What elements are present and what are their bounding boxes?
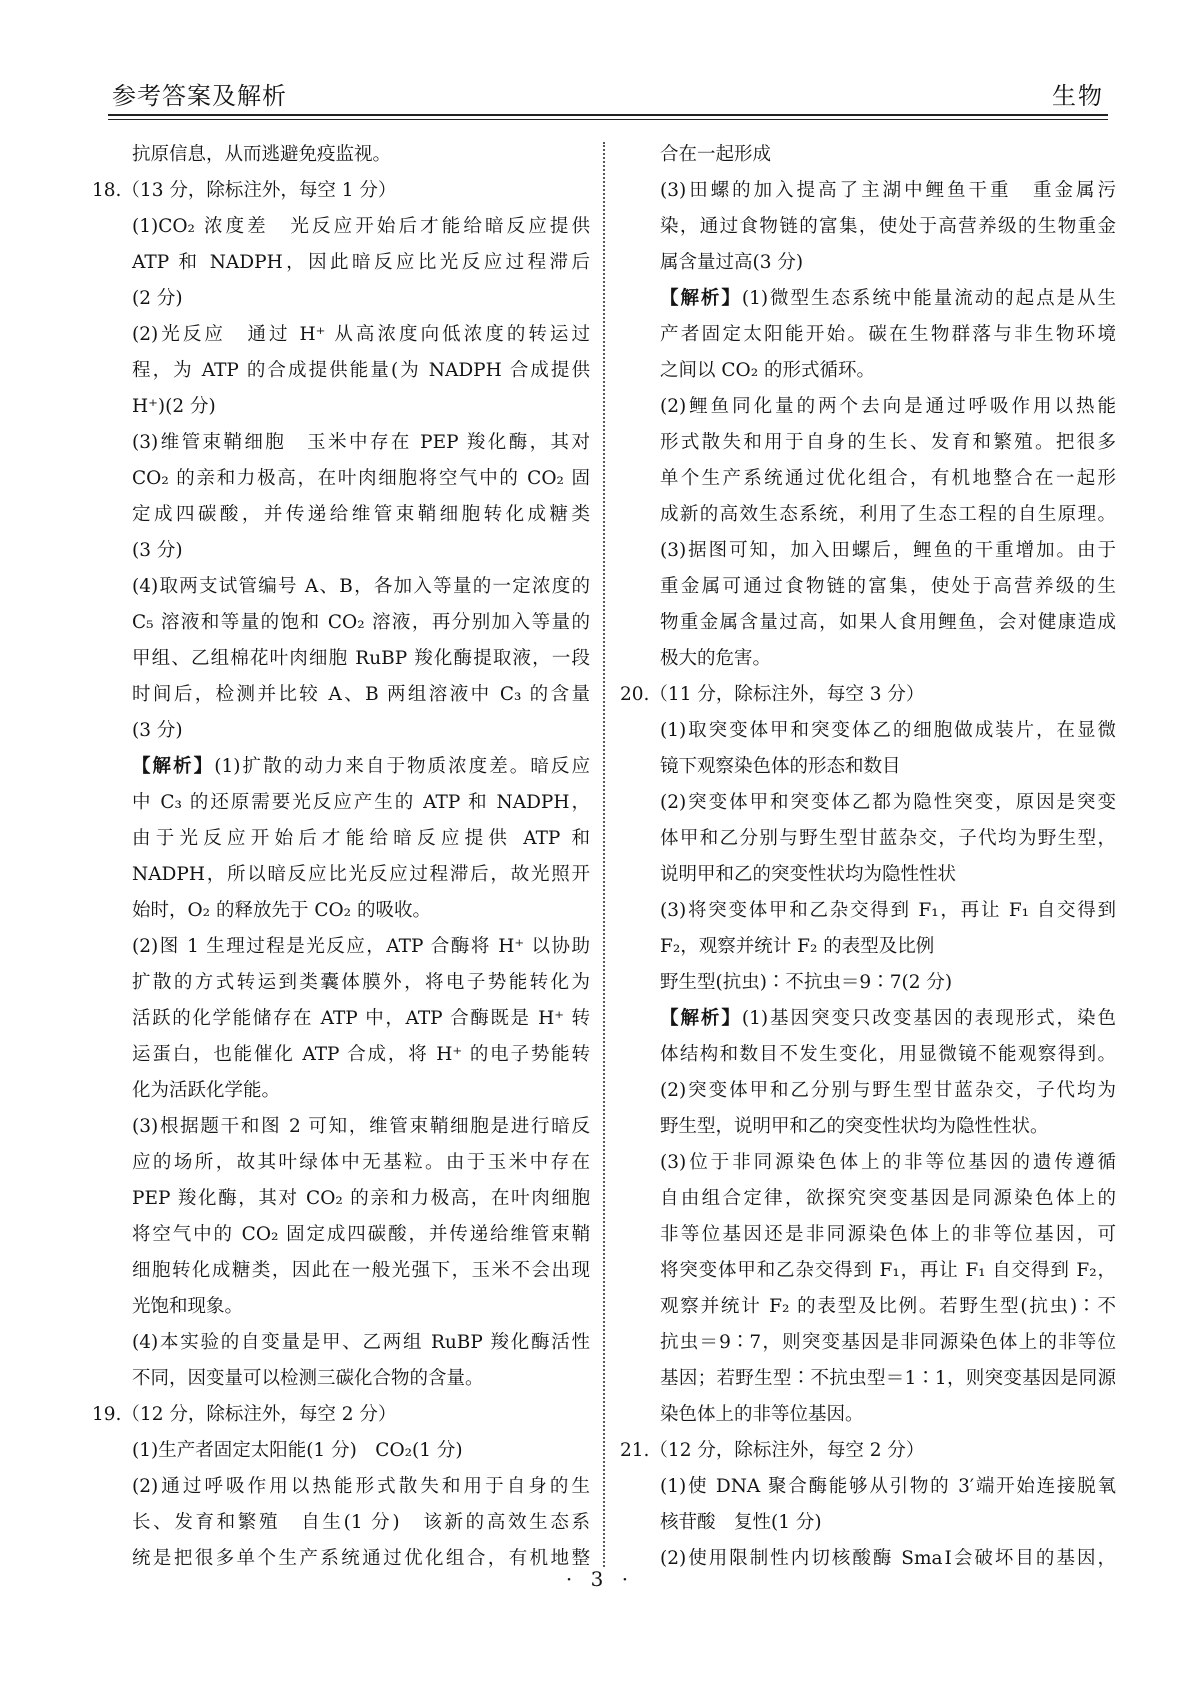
line-text: (2)光反应 通过 H⁺ 从高浓度向低浓度的转运过	[132, 324, 590, 345]
line-text: 光饱和现象。	[132, 1296, 244, 1317]
text-line	[92, 893, 590, 929]
text-line	[620, 821, 1116, 857]
line-text: C₅ 溶液和等量的饱和 CO₂ 溶液，再分别加入等量的	[132, 612, 590, 633]
line-text: 核苷酸 复性(1 分)	[660, 1512, 822, 1533]
line-text: CO₂ 的亲和力极高，在叶肉细胞将空气中的 CO₂ 固	[132, 468, 590, 489]
text-line	[620, 281, 1116, 317]
line-text: F₂，观察并统计 F₂ 的表型及比例	[660, 936, 935, 957]
line-text: (3)维管束鞘细胞 玉米中存在 PEP 羧化酶，其对	[132, 432, 590, 453]
line-text: (2 分)	[132, 288, 183, 309]
header-section-title: 参考答案及解析	[112, 82, 287, 110]
text-line	[92, 173, 590, 209]
line-text: 时间后，检测并比较 A、B 两组溶液中 C₃ 的含量	[132, 684, 590, 705]
text-line	[620, 1361, 1116, 1397]
line-text: 重金属可通过食物链的富集，使处于高营养级的生	[660, 576, 1116, 597]
line-text: PEP 羧化酶，其对 CO₂ 的亲和力极高，在叶肉细胞	[132, 1188, 590, 1209]
line-text: 成新的高效生态系统，利用了生态工程的自生原理。	[660, 504, 1116, 525]
line-text: NADPH，所以暗反应比光反应过程滞后，故光照开	[132, 864, 590, 885]
line-text: 体结构和数目不发生变化，用显微镜不能观察得到。	[660, 1044, 1116, 1065]
line-text: (1)取突变体甲和突变体乙的细胞做成装片，在显微	[660, 720, 1116, 741]
line-text: 化为活跃化学能。	[132, 1080, 281, 1101]
line-text: 应的场所，故其叶绿体中无基粒。由于玉米中存在	[132, 1152, 590, 1173]
line-text: 属含量过高(3 分)	[660, 252, 804, 273]
text-line	[620, 929, 1116, 965]
text-line	[620, 1397, 1116, 1433]
left-column	[92, 137, 590, 1577]
text-line	[620, 497, 1116, 533]
text-line	[620, 1109, 1116, 1145]
text-line	[92, 317, 590, 353]
text-line	[620, 1433, 1116, 1469]
line-text: 野生型(抗虫)∶不抗虫＝9∶7(2 分)	[660, 972, 953, 993]
text-line	[620, 461, 1116, 497]
text-line	[620, 677, 1116, 713]
line-text: 野生型，说明甲和乙的突变性状均为隐性性状。	[660, 1116, 1049, 1137]
text-line	[620, 713, 1116, 749]
line-text: (3)将突变体甲和乙杂交得到 F₁，再让 F₁ 自交得到	[660, 900, 1116, 921]
line-text: ATP 和 NADPH，因此暗反应比光反应过程滞后	[132, 252, 590, 273]
text-line	[92, 461, 590, 497]
line-text: 将突变体甲和乙杂交得到 F₁，再让 F₁ 自交得到 F₂，	[660, 1260, 1116, 1281]
text-line	[92, 281, 590, 317]
text-line	[620, 1001, 1116, 1037]
text-line	[620, 173, 1116, 209]
text-line	[620, 1325, 1116, 1361]
line-text: 不同，因变量可以检测三碳化合物的含量。	[132, 1368, 484, 1389]
line-text: (4)取两支试管编号 A、B，各加入等量的一定浓度的	[132, 576, 590, 597]
text-line	[92, 1469, 590, 1505]
text-line	[620, 893, 1116, 929]
text-line	[92, 389, 590, 425]
text-line	[620, 749, 1116, 785]
line-text: (1)微型生态系统中能量流动的起点是从生	[741, 288, 1116, 309]
text-line	[620, 641, 1116, 677]
line-text: 形式散失和用于自身的生长、发育和繁殖。把很多	[660, 432, 1116, 453]
page-number: · 3 ·	[565, 1567, 635, 1591]
text-line	[92, 353, 590, 389]
line-text: 活跃的化学能储存在 ATP 中，ATP 合酶既是 H⁺ 转	[132, 1008, 590, 1029]
text-line	[92, 1325, 590, 1361]
right-column	[620, 137, 1116, 1577]
line-text: (2)使用限制性内切核酸酶 SmaⅠ会破坏目的基因，	[660, 1548, 1116, 1569]
text-line	[620, 1145, 1116, 1181]
text-line	[92, 209, 590, 245]
text-line	[92, 1001, 590, 1037]
text-line	[92, 605, 590, 641]
line-text: 由于光反应开始后才能给暗反应提供 ATP 和	[132, 828, 590, 849]
text-line	[92, 713, 590, 749]
text-line	[620, 1505, 1116, 1541]
line-text: 自由组合定律，欲探究突变基因是同源染色体上的	[660, 1188, 1116, 1209]
text-line	[620, 1217, 1116, 1253]
text-line	[620, 1469, 1116, 1505]
text-line	[92, 1073, 590, 1109]
line-text: (2)通过呼吸作用以热能形式散失和用于自身的生	[132, 1476, 590, 1497]
analysis-tag: 【解析】	[132, 756, 215, 777]
text-line	[92, 533, 590, 569]
text-line	[92, 677, 590, 713]
header-subject: 生物	[1052, 82, 1104, 110]
line-text: (3)位于非同源染色体上的非等位基因的遗传遵循	[660, 1152, 1116, 1173]
line-text: 基因；若野生型∶不抗虫型＝1∶1，则突变基因是同源	[660, 1368, 1116, 1389]
line-text: 甲组、乙组棉花叶肉细胞 RuBP 羧化酶提取液，一段	[132, 648, 590, 669]
line-text: 扩散的方式转运到类囊体膜外，将电子势能转化为	[132, 972, 590, 993]
line-text: 说明甲和乙的突变性状均为隐性性状	[660, 864, 957, 885]
line-text: (1)基因突变只改变基因的表现形式，染色	[741, 1008, 1116, 1029]
line-text: (2)图 1 生理过程是光反应，ATP 合酶将 H⁺ 以协助	[132, 936, 590, 957]
text-line	[620, 569, 1116, 605]
line-text: (1)使 DNA 聚合酶能够从引物的 3′端开始连接脱氧	[660, 1476, 1116, 1497]
text-line	[92, 425, 590, 461]
text-line	[92, 1181, 590, 1217]
line-text: 18.（13 分，除标注外，每空 1 分）	[92, 180, 397, 201]
text-line	[620, 1037, 1116, 1073]
text-line	[92, 929, 590, 965]
line-text: (3 分)	[132, 540, 183, 561]
line-text: 抗原信息，从而逃避免疫监视。	[132, 144, 392, 165]
line-text: (3)田螺的加入提高了主湖中鲤鱼干重 重金属污	[660, 180, 1116, 201]
text-line	[620, 1181, 1116, 1217]
line-text: 合在一起形成	[660, 144, 772, 165]
line-text: 中 C₃ 的还原需要光反应产生的 ATP 和 NADPH，	[132, 792, 590, 813]
line-text: 极大的危害。	[660, 648, 772, 669]
column-divider	[603, 142, 605, 1567]
line-text: 21.（12 分，除标注外，每空 2 分）	[620, 1440, 925, 1461]
line-text: 单个生产系统通过优化组合，有机地整合在一起形	[660, 468, 1116, 489]
text-line	[92, 1253, 590, 1289]
text-line	[92, 1217, 590, 1253]
analysis-tag: 【解析】	[660, 1008, 742, 1029]
line-text: 将空气中的 CO₂ 固定成四碳酸，并传递给维管束鞘	[132, 1224, 590, 1245]
text-line	[92, 749, 590, 785]
text-line	[92, 965, 590, 1001]
line-text: 始时，O₂ 的释放先于 CO₂ 的吸收。	[132, 900, 431, 921]
text-line	[620, 389, 1116, 425]
line-text: 体甲和乙分别与野生型甘蓝杂交，子代均为野生型，	[660, 828, 1116, 849]
line-text: 20.（11 分，除标注外，每空 3 分）	[620, 684, 925, 705]
text-line	[620, 425, 1116, 461]
line-text: 镜下观察染色体的形态和数目	[660, 756, 901, 777]
line-text: 染，通过食物链的富集，使处于高营养级的生物重金	[660, 216, 1116, 237]
line-text: 运蛋白，也能催化 ATP 合成，将 H⁺ 的电子势能转	[132, 1044, 590, 1065]
line-text: 产者固定太阳能开始。碳在生物群落与非生物环境	[660, 324, 1116, 345]
text-line	[620, 209, 1116, 245]
line-text: H⁺)(2 分)	[132, 396, 216, 417]
text-line	[620, 533, 1116, 569]
text-line	[92, 137, 590, 173]
text-line	[620, 137, 1116, 173]
line-text: 细胞转化成糖类，因此在一般光强下，玉米不会出现	[132, 1260, 590, 1281]
line-text: 抗虫＝9∶7，则突变基因是非同源染色体上的非等位	[660, 1332, 1116, 1353]
text-line	[620, 1073, 1116, 1109]
analysis-tag: 【解析】	[660, 288, 742, 309]
text-line	[92, 1361, 590, 1397]
text-line	[92, 245, 590, 281]
text-line	[620, 317, 1116, 353]
text-line	[620, 857, 1116, 893]
header-rule-thin	[108, 119, 1108, 120]
text-line	[92, 1433, 590, 1469]
text-line	[92, 1037, 590, 1073]
line-text: 染色体上的非等位基因。	[660, 1404, 864, 1425]
line-text: (2)突变体甲和突变体乙都为隐性突变，原因是突变	[660, 792, 1116, 813]
line-text: 物重金属含量过高，如果人食用鲤鱼，会对健康造成	[660, 612, 1116, 633]
text-line	[92, 641, 590, 677]
line-text: (3)根据题干和图 2 可知，维管束鞘细胞是进行暗反	[132, 1116, 590, 1137]
line-text: (1)扩散的动力来自于物质浓度差。暗反应	[214, 756, 590, 777]
text-line	[620, 965, 1116, 1001]
text-line	[620, 1253, 1116, 1289]
text-line	[620, 1289, 1116, 1325]
line-text: 长、发育和繁殖 自生(1 分) 该新的高效生态系	[132, 1512, 590, 1533]
text-line	[92, 569, 590, 605]
text-line	[92, 1505, 590, 1541]
line-text: (2)突变体甲和乙分别与野生型甘蓝杂交，子代均为	[660, 1080, 1116, 1101]
text-line	[92, 821, 590, 857]
text-line	[92, 1145, 590, 1181]
line-text: (1)CO₂ 浓度差 光反应开始后才能给暗反应提供	[132, 216, 590, 237]
line-text: (3)据图可知，加入田螺后，鲤鱼的干重增加。由于	[660, 540, 1116, 561]
text-line	[92, 497, 590, 533]
text-line	[92, 1289, 590, 1325]
line-text: 程，为 ATP 的合成提供能量(为 NADPH 合成提供	[132, 360, 590, 381]
text-line	[620, 605, 1116, 641]
line-text: (2)鲤鱼同化量的两个去向是通过呼吸作用以热能	[660, 396, 1116, 417]
line-text: (3 分)	[132, 720, 183, 741]
line-text: 19.（12 分，除标注外，每空 2 分）	[92, 1404, 397, 1425]
text-line	[620, 245, 1116, 281]
line-text: 观察并统计 F₂ 的表型及比例。若野生型(抗虫)∶不	[660, 1296, 1116, 1317]
line-text: 统是把很多单个生产系统通过优化组合，有机地整	[132, 1548, 590, 1569]
text-line	[620, 785, 1116, 821]
text-line	[620, 353, 1116, 389]
text-line	[92, 785, 590, 821]
line-text: (1)生产者固定太阳能(1 分) CO₂(1 分)	[132, 1440, 463, 1461]
text-line	[92, 1109, 590, 1145]
line-text: 之间以 CO₂ 的形式循环。	[660, 360, 876, 381]
text-line	[92, 857, 590, 893]
line-text: 定成四碳酸，并传递给维管束鞘细胞转化成糖类	[132, 504, 590, 525]
line-text: 非等位基因还是非同源染色体上的非等位基因，可	[660, 1224, 1116, 1245]
line-text: (4)本实验的自变量是甲、乙两组 RuBP 羧化酶活性	[132, 1332, 590, 1353]
header-rule	[108, 114, 1108, 116]
text-line	[92, 1397, 590, 1433]
